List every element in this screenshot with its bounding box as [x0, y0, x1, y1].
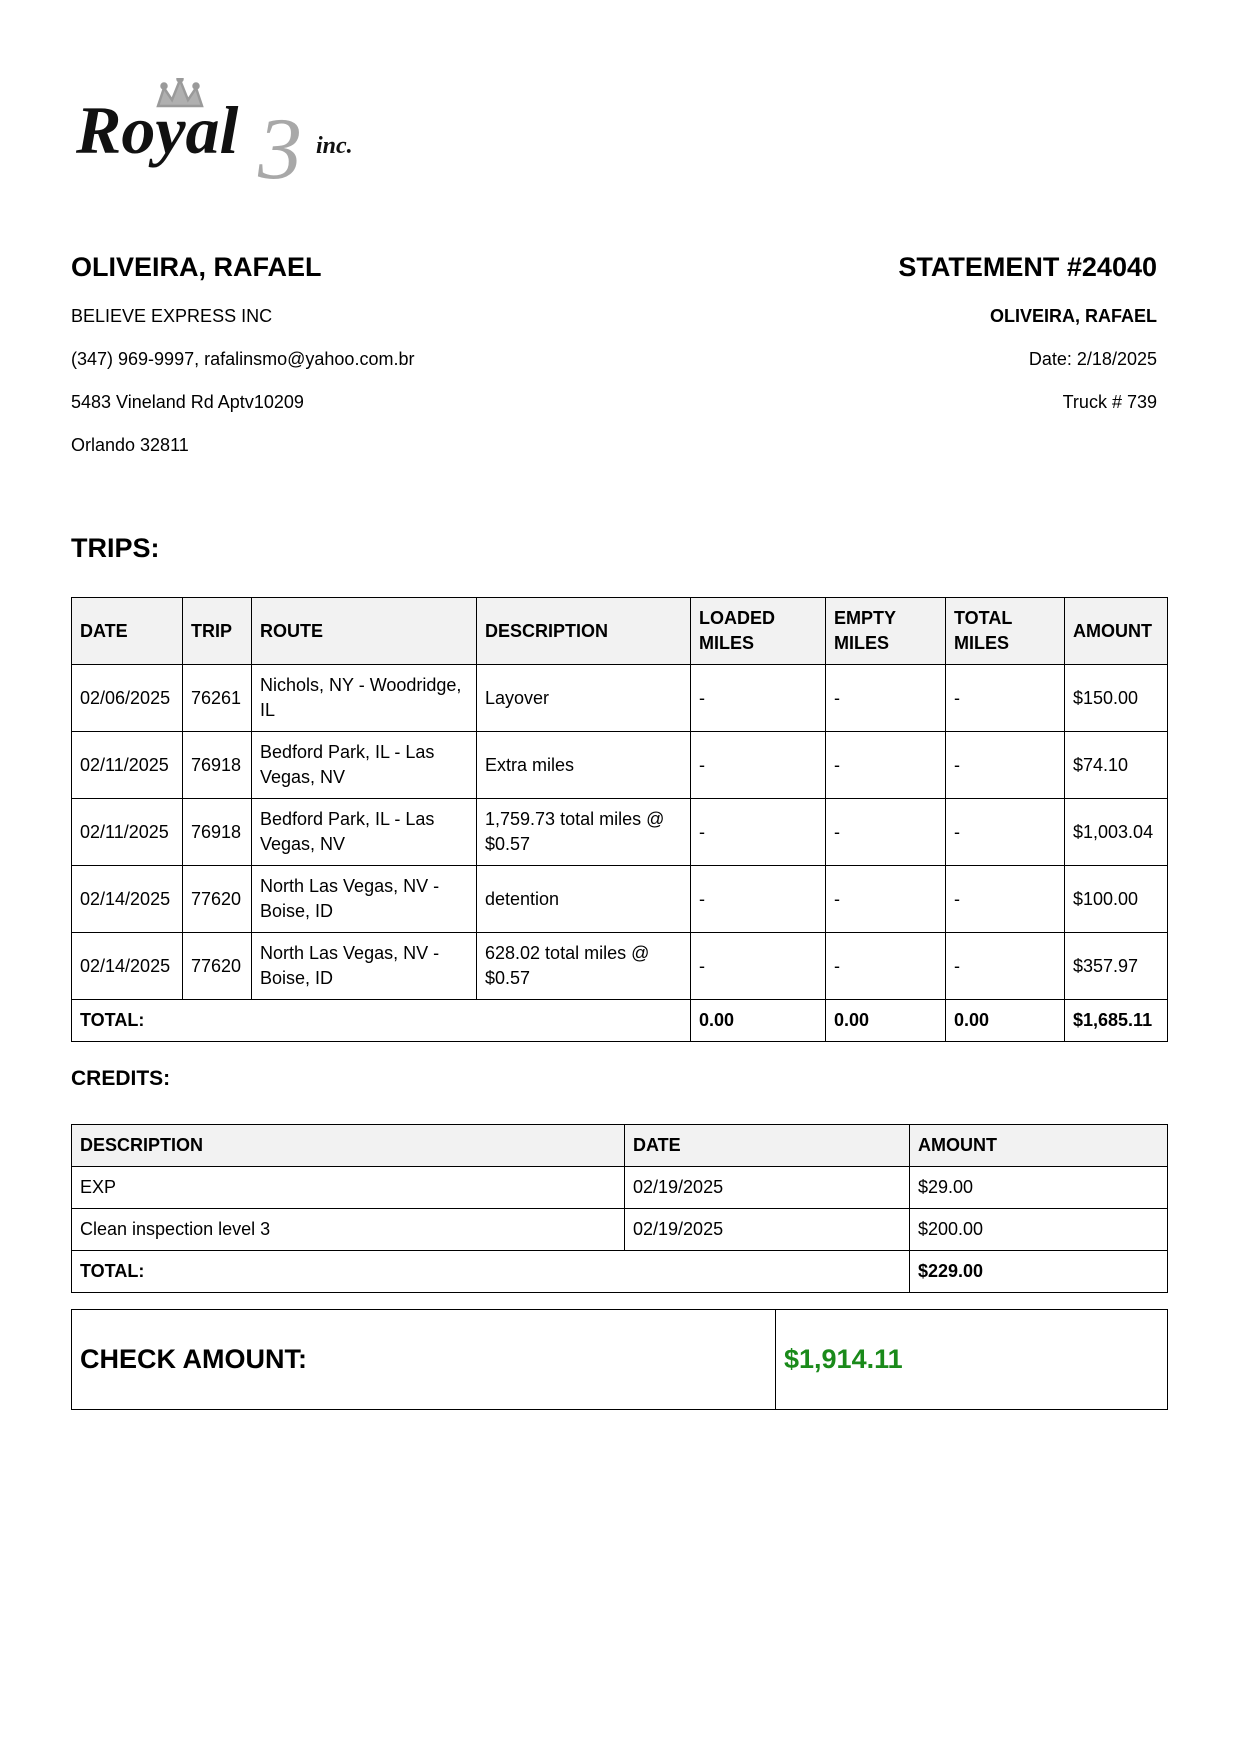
trip-amount: $357.97: [1065, 933, 1168, 1000]
trip-total-miles: -: [946, 866, 1065, 933]
table-row: [72, 665, 1168, 732]
trip-loaded-miles: -: [691, 866, 826, 933]
driver-address-line2: Orlando 32811: [71, 435, 189, 455]
col-header-empty-miles: [826, 598, 946, 665]
trip-amount: $100.00: [1065, 866, 1168, 933]
trip-description: Extra miles: [477, 732, 691, 799]
trip-route: Nichols, NY - Woodridge, IL: [252, 665, 477, 732]
col-header-total-line1: TOTAL: [954, 608, 1013, 628]
trip-date: 02/14/2025: [72, 933, 183, 1000]
check-amount-label: CHECK AMOUNT:: [72, 1310, 776, 1410]
credit-date: 02/19/2025: [625, 1209, 910, 1251]
trip-loaded-miles: -: [691, 732, 826, 799]
trip-number: 76918: [183, 799, 252, 866]
trip-description: 628.02 total miles @ $0.57: [477, 933, 691, 1000]
company-logo: [76, 78, 386, 190]
col-header-date: DATE: [72, 598, 183, 665]
trip-loaded-miles: -: [691, 933, 826, 1000]
credits-section-title: CREDITS:: [71, 1067, 171, 1090]
col-header-total-miles: [946, 598, 1065, 665]
trip-loaded-miles: -: [691, 799, 826, 866]
trip-date: 02/11/2025: [72, 799, 183, 866]
trip-route: North Las Vegas, NV - Boise, ID: [252, 933, 477, 1000]
driver-name: OLIVEIRA, RAFAEL: [71, 252, 322, 282]
table-row: [72, 933, 1168, 1000]
trip-amount: $74.10: [1065, 732, 1168, 799]
col-header-credit-amount: AMOUNT: [910, 1125, 1168, 1167]
logo-wordmark: Royal: [76, 92, 239, 168]
trips-total-miles: 0.00: [946, 1000, 1065, 1042]
trip-date: 02/06/2025: [72, 665, 183, 732]
driver-info: [71, 248, 631, 455]
trips-table: [71, 597, 1168, 1042]
table-row: [72, 1167, 1168, 1209]
credits-table: [71, 1124, 1168, 1293]
col-header-loaded-line2: MILES: [699, 633, 755, 653]
trip-description: detention: [477, 866, 691, 933]
trip-route: Bedford Park, IL - Las Vegas, NV: [252, 732, 477, 799]
col-header-total-line2: MILES: [954, 633, 1010, 653]
col-header-credit-description: DESCRIPTION: [72, 1125, 625, 1167]
statement-name: OLIVEIRA, RAFAEL: [989, 306, 1157, 326]
col-header-amount: AMOUNT: [1065, 598, 1168, 665]
credits-total-row: [72, 1251, 1168, 1293]
trip-description: 1,759.73 total miles @ $0.57: [477, 799, 691, 866]
trip-route: North Las Vegas, NV - Boise, ID: [252, 866, 477, 933]
trip-empty-miles: -: [826, 799, 946, 866]
trip-empty-miles: -: [826, 866, 946, 933]
credit-date: 02/19/2025: [625, 1167, 910, 1209]
col-header-loaded-miles: [691, 598, 826, 665]
statement-date: Date: 2/18/2025: [1028, 349, 1157, 369]
trips-header-row: [72, 598, 1168, 665]
trip-date: 02/14/2025: [72, 866, 183, 933]
credit-amount: $29.00: [910, 1167, 1168, 1209]
col-header-description: DESCRIPTION: [477, 598, 691, 665]
statement-title: STATEMENT #24040: [898, 252, 1157, 282]
col-header-empty-line1: EMPTY: [834, 608, 897, 628]
trip-total-miles: -: [946, 799, 1065, 866]
trip-total-miles: -: [946, 665, 1065, 732]
trip-date: 02/11/2025: [72, 732, 183, 799]
trips-total-row: [72, 1000, 1168, 1042]
trip-loaded-miles: -: [691, 665, 826, 732]
col-header-route: ROUTE: [252, 598, 477, 665]
check-amount-value: $1,914.11: [776, 1310, 1168, 1410]
trip-description: Layover: [477, 665, 691, 732]
driver-address-line1: 5483 Vineland Rd Aptv10209: [71, 392, 304, 412]
trips-section-title: TRIPS:: [71, 533, 160, 563]
driver-company: BELIEVE EXPRESS INC: [71, 306, 273, 326]
trips-total-label: TOTAL:: [72, 1000, 691, 1042]
table-row: [72, 799, 1168, 866]
credits-total-amount: $229.00: [910, 1251, 1168, 1293]
trip-empty-miles: -: [826, 665, 946, 732]
trip-total-miles: -: [946, 732, 1065, 799]
credits-total-label: TOTAL:: [72, 1251, 910, 1293]
check-amount-table: [71, 1309, 1168, 1410]
trips-total-empty: 0.00: [826, 1000, 946, 1042]
col-header-loaded-line1: LOADED: [699, 608, 775, 628]
trip-route: Bedford Park, IL - Las Vegas, NV: [252, 799, 477, 866]
driver-contact: (347) 969-9997, rafalinsmo@yahoo.com.br: [71, 349, 415, 369]
trip-number: 76261: [183, 665, 252, 732]
trip-amount: $150.00: [1065, 665, 1168, 732]
logo-suffix: inc.: [316, 133, 353, 159]
credits-header-row: [72, 1125, 1168, 1167]
table-row: [72, 1209, 1168, 1251]
credit-description: Clean inspection level 3: [72, 1209, 625, 1251]
trip-empty-miles: -: [826, 732, 946, 799]
table-row: [72, 866, 1168, 933]
credit-description: EXP: [72, 1167, 625, 1209]
trip-number: 76918: [183, 732, 252, 799]
trip-empty-miles: -: [826, 933, 946, 1000]
trip-total-miles: -: [946, 933, 1065, 1000]
table-row: [72, 732, 1168, 799]
check-amount-row: [72, 1310, 1168, 1410]
royal3-logo-graphic: [76, 78, 386, 190]
statement-truck: Truck # 739: [1062, 392, 1157, 412]
col-header-empty-line2: MILES: [834, 633, 890, 653]
trip-number: 77620: [183, 933, 252, 1000]
col-header-trip: TRIP: [183, 598, 252, 665]
logo-number: 3: [258, 101, 302, 190]
credit-amount: $200.00: [910, 1209, 1168, 1251]
statement-info: [597, 248, 1157, 412]
col-header-credit-date: DATE: [625, 1125, 910, 1167]
trips-total-amount: $1,685.11: [1065, 1000, 1168, 1042]
trip-amount: $1,003.04: [1065, 799, 1168, 866]
trips-total-loaded: 0.00: [691, 1000, 826, 1042]
trip-number: 77620: [183, 866, 252, 933]
